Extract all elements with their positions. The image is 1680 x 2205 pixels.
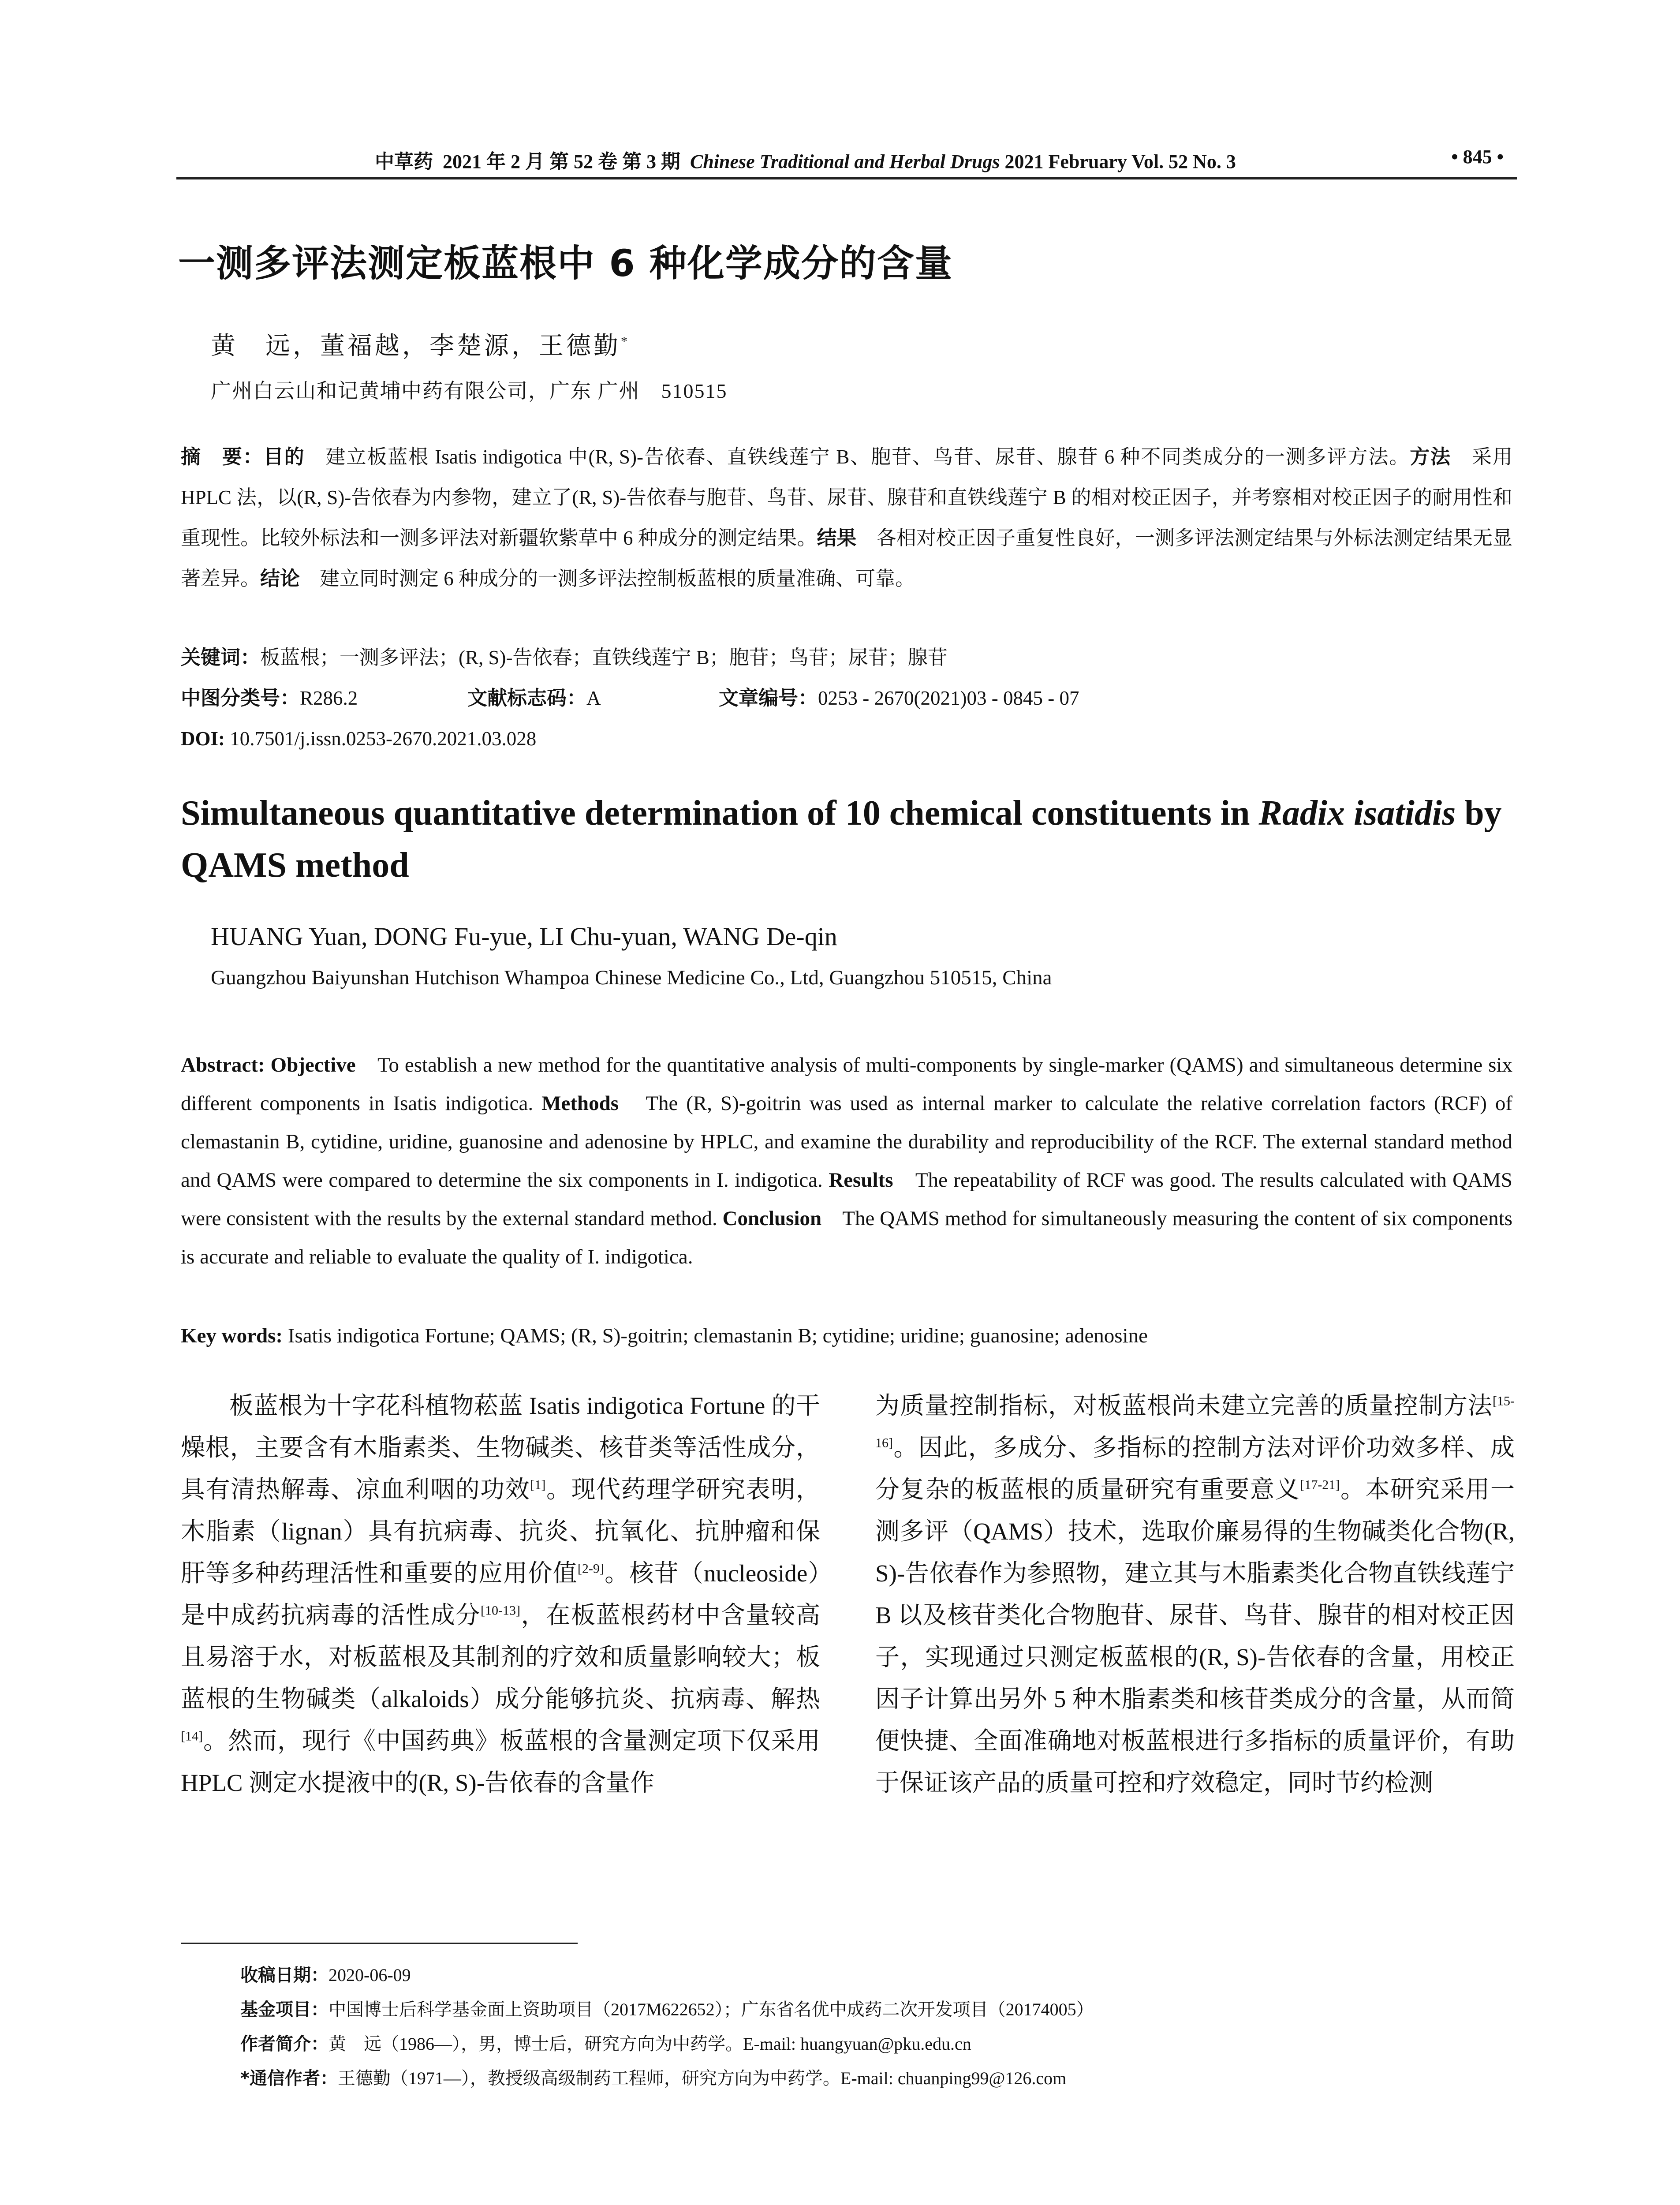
abstract-cn-label: 摘 要： — [181, 445, 264, 468]
running-header — [176, 140, 1517, 176]
results-cn: 各相对校正因子重复性良好，一测多评法测定结果与外标法测定结果无显著差异。 — [181, 527, 1512, 590]
clc-item — [181, 678, 467, 718]
conclusion-cn: 建立同时测定 6 种成分的一测多评法控制板蓝根的质量准确、可靠。 — [300, 568, 915, 590]
title-en — [181, 787, 1517, 891]
page-number: • 845 • — [1451, 146, 1504, 168]
abstract-cn — [181, 437, 1512, 599]
keywords-cn-text: 板蓝根；一测多评法；(R, S)-告依春；直铁线莲宁 B；胞苷；鸟苷；尿苷；腺苷 — [260, 647, 948, 669]
keywords-en-text: Isatis indigotica Fortune; QAMS; (R, S)-goitrin; clemastanin B; cytidine; uridine; guanosine; adenosine — [287, 1324, 1148, 1347]
body-paragraph — [875, 1385, 1515, 1804]
body-text: ，在板蓝根药材中含量较高且易溶于水，对板蓝根及其制剂的疗效和质量影响较大；板蓝根的生物碱类（alkaloids）成分能够抗炎、抗病毒、解热 — [181, 1602, 820, 1712]
header-journal-info — [375, 146, 1236, 174]
methods-cn: 采用 HPLC 法，以(R, S)-告依春为内参物，建立了(R, S)-告依春与胞苷、鸟苷、尿苷、腺苷和直铁线莲宁 B 的相对校正因子，并考察相对校正因子的耐用性和重现性。比较外标法和一测多评法对新疆软紫草中 6 种成分的测定结果。 — [181, 446, 1512, 549]
keywords-cn — [181, 637, 1512, 678]
body-text: 板蓝根为十字花科植物菘蓝 Isatis indigotica Fortune 的干燥根，主要含有木脂素类、生物碱类、核苷类等活性成分，具有清热解毒、凉血利咽的功效 — [181, 1392, 820, 1503]
title-en-italic: Radix isatidis — [1258, 794, 1456, 833]
doi-value: 10.7501/j.issn.0253-2670.2021.03.028 — [230, 728, 537, 750]
corresponding-label: *通信作者： — [240, 2068, 338, 2089]
journal-name-en: Chinese Traditional and Herbal Drugs — [690, 151, 1000, 172]
corresponding-text: 王德勤（1971—），教授级高级制药工程师，研究方向为中药学。E-mail: chuanping99@126.com — [337, 2068, 1067, 2088]
keywords-en-label: Key words: — [181, 1324, 283, 1347]
results-cn-label: 结果 — [817, 526, 857, 549]
methods-en-label: Methods — [541, 1092, 619, 1115]
clc-value: R286.2 — [300, 687, 358, 709]
footnote-received — [240, 1958, 1094, 1992]
conclusion-en-label: Conclusion — [722, 1207, 822, 1230]
citation: [14] — [181, 1729, 203, 1744]
fund-text: 中国博士后科学基金面上资助项目（2017M622652）；广东省名优中成药二次开发项目（20174005） — [329, 1999, 1094, 2019]
keywords-cn-label: 关键词： — [181, 646, 261, 669]
fund-label: 基金项目： — [240, 1999, 329, 2020]
citation: [2-9] — [577, 1561, 604, 1576]
results-en: The repeatability of RCF was good. The results calculated with QAMS were consistent with the results by the external standard method. — [181, 1169, 1512, 1230]
objective-en: To establish a new method for the quantitative analysis of multi-components by single-marker (QAMS) and simultaneous determine six different components in Isatis indigotica. — [181, 1054, 1513, 1115]
title-cn: 一测多评法测定板蓝根中 6 种化学成分的含量 — [178, 242, 953, 285]
doi — [181, 718, 1512, 759]
footnote-rule — [181, 1943, 578, 1944]
body-text: 。核苷（nucleoside）是中成药抗病毒的活性成分 — [181, 1560, 820, 1629]
methods-cn-label: 方法 — [1410, 445, 1452, 468]
author-bio-text: 黄 远（1986—），男，博士后，研究方向为中药学。E-mail: huangyuan@pku.edu.cn — [329, 2034, 971, 2054]
affiliation-en: Guangzhou Baiyunshan Hutchison Whampoa Chinese Medicine Co., Ltd, Guangzhou 510515, China — [211, 966, 1052, 989]
footnote-fund — [240, 1992, 1094, 2027]
doc-code-value: A — [586, 687, 601, 709]
authors-cn-names: 黄 远，董福越，李楚源，王德勤 — [211, 333, 621, 360]
body-text: 。然而，现行《中国药典》板蓝根的含量测定项下仅采用 HPLC 测定水提液中的(R, S)-告依春的含量作 — [181, 1727, 820, 1796]
journal-name-cn: 中草药 — [375, 151, 433, 172]
body-text: 。本研究采用一测多评（QAMS）技术，选取价廉易得的生物碱类化合物(R, S)-告依春作为参照物，建立其与木脂素类化合物直铁线莲宁 B 以及核苷类化合物胞苷、尿苷、鸟苷、腺苷的相对校正因子，实现通过只测定板蓝根的(R, S)-告依春的含量，用校正因子计算出另外 5 种木脂素类和核苷类成分的含量，从而简便快捷、全面准确地对板蓝根进行多指标的质量评价，有助于保证该产品的质量可控和疗效稳定，同时节约检测 — [875, 1476, 1515, 1796]
doc-code-item — [467, 678, 719, 718]
conclusion-cn-label: 结论 — [260, 567, 300, 590]
received-label: 收稿日期： — [240, 1965, 329, 1985]
footnote-author — [240, 2027, 1094, 2061]
footnotes — [240, 1958, 1094, 2096]
title-en-main: Simultaneous quantitative determination of 10 chemical constituents in — [181, 794, 1259, 833]
abstract-en-label: Abstract: — [181, 1054, 265, 1076]
authors-cn — [211, 326, 630, 362]
classification-meta — [181, 678, 1512, 718]
corresponding-mark: * — [621, 334, 630, 349]
citation: [15-16] — [875, 1394, 1515, 1450]
objective-cn-label: 目的 — [263, 445, 305, 468]
abstract-en — [181, 1046, 1512, 1276]
issue-en: 2021 February Vol. 52 No. 3 — [1004, 151, 1236, 172]
methods-en: The (R, S)-goitrin was used as internal marker to calculate the relative correlation factors (RCF) of clemastanin B, cytidine, uridine, guanosine and adenosine by HPLC, and examine the durability and reproducibility of the RCF. The external standard method and QAMS were compared to determine the six components in I. indigotica. — [181, 1092, 1513, 1192]
body-text: 。因此，多成分、多指标的控制方法对评价功效多样、成分复杂的板蓝根的质量研究有重要意义 — [875, 1434, 1515, 1503]
doc-code-label: 文献标志码： — [467, 686, 587, 710]
body-text: 。现代药理学研究表明，木脂素（lignan）具有抗病毒、抗炎、抗氧化、抗肿瘤和保肝等多种药理活性和重要的应用价值 — [181, 1476, 820, 1587]
header-rule — [176, 177, 1517, 179]
keywords-en — [181, 1317, 1512, 1355]
article-number-value: 0253 - 2670(2021)03 - 0845 - 07 — [818, 687, 1079, 709]
body-column-left — [181, 1385, 820, 1804]
issue-cn: 2021 年 2 月 第 52 卷 第 3 期 — [443, 151, 680, 172]
objective-cn: 建立板蓝根 Isatis indigotica 中(R, S)-告依春、直铁线莲宁 B、胞苷、鸟苷、尿苷、腺苷 6 种不同类成分的一测多评方法。 — [305, 446, 1410, 468]
clc-label: 中图分类号： — [181, 686, 300, 710]
received-date: 2020-06-09 — [329, 1965, 411, 1985]
authors-en: HUANG Yuan, DONG Fu-yue, LI Chu-yuan, WANG De-qin — [211, 922, 837, 951]
body-column-right — [875, 1385, 1515, 1804]
body-text: 为质量控制指标，对板蓝根尚未建立完善的质量控制方法 — [875, 1392, 1493, 1419]
results-en-label: Results — [829, 1169, 893, 1192]
author-bio-label: 作者简介： — [240, 2034, 329, 2054]
objective-en-label: Objective — [270, 1054, 356, 1076]
doi-label: DOI: — [181, 728, 225, 750]
title-en-tail: by QAMS method — [181, 794, 1502, 885]
citation: [17-21] — [1300, 1477, 1340, 1492]
affiliation-cn: 广州白云山和记黄埔中药有限公司，广东 广州 510515 — [211, 380, 728, 402]
citation: [1] — [530, 1477, 546, 1492]
article-number-item — [719, 678, 1079, 718]
conclusion-en: The QAMS method for simultaneously measuring the content of six components is accurate and reliable to evaluate the quality of I. indigotica. — [181, 1207, 1513, 1268]
footnote-corresponding — [240, 2061, 1094, 2096]
body-paragraph — [181, 1385, 820, 1804]
citation: [10-13] — [481, 1603, 520, 1618]
article-number-label: 文章编号： — [719, 686, 818, 710]
